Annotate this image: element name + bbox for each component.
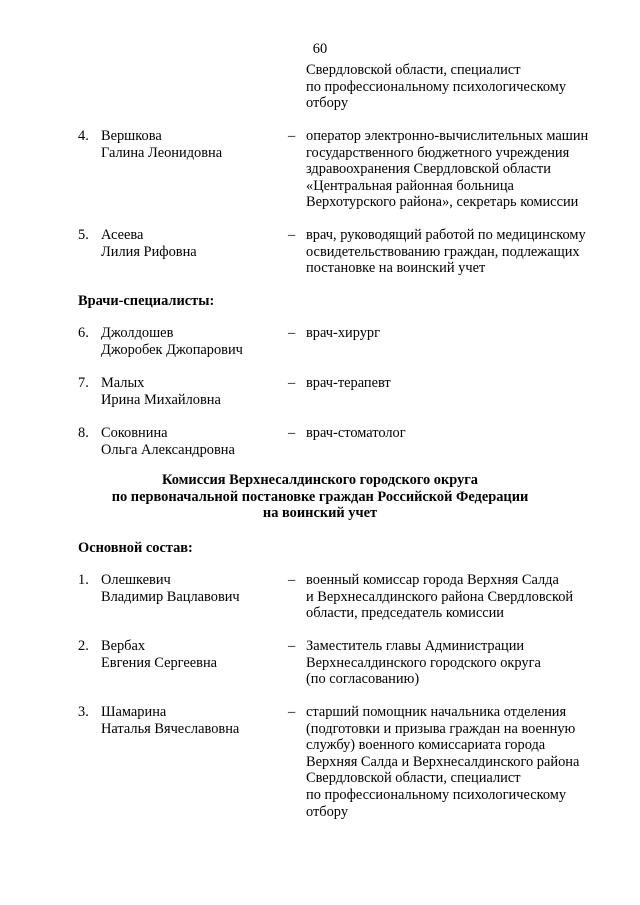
role-line: здравоохранения Свердловской области xyxy=(306,161,551,178)
continuation-line: по профессиональному психологическому xyxy=(306,78,567,95)
surname: Джолдошев xyxy=(101,325,174,341)
member-role xyxy=(306,325,380,342)
role-line: врач-хирург xyxy=(306,325,381,341)
entry-number: 3. xyxy=(78,704,89,720)
dash-separator: – xyxy=(288,425,296,441)
given-names: Ольга Александровна xyxy=(101,441,235,458)
member-role xyxy=(306,227,586,277)
member-entry xyxy=(0,638,640,698)
member-name xyxy=(101,638,217,671)
role-line: и Верхнесалдинского района Свердловской xyxy=(306,588,574,605)
continuation-line: отбору xyxy=(306,95,349,112)
member-name xyxy=(101,227,197,260)
commission-title-line: Комиссия Верхнесалдинского городского округа xyxy=(161,472,478,488)
page-number: 60 xyxy=(312,41,328,57)
surname: Малых xyxy=(101,375,145,391)
given-names: Владимир Вацлавович xyxy=(101,588,240,605)
member-role xyxy=(306,638,541,688)
member-entry xyxy=(0,704,640,824)
role-line: врач-терапевт xyxy=(306,375,391,391)
surname: Олешкевич xyxy=(101,572,171,588)
role-line: по профессиональному психологическому xyxy=(306,786,567,803)
role-line: области, председатель комиссии xyxy=(306,605,504,622)
entry-number: 7. xyxy=(78,375,89,391)
dash-separator: – xyxy=(288,128,296,144)
commission-title-line: по первоначальной постановке граждан Российской Федерации xyxy=(111,488,529,505)
given-names: Лилия Рифовна xyxy=(101,243,197,260)
member-entry xyxy=(0,227,640,287)
given-names: Галина Леонидовна xyxy=(101,144,223,161)
role-line: «Центральная районная больница xyxy=(306,177,514,194)
member-name xyxy=(101,128,222,161)
surname: Вербах xyxy=(101,638,146,654)
role-line: службу) военного комиссариата города xyxy=(306,737,546,754)
entry-number: 6. xyxy=(78,325,89,341)
given-names: Евгения Сергеевна xyxy=(101,654,218,671)
dash-separator: – xyxy=(288,375,296,391)
member-name xyxy=(101,375,221,408)
entry-number: 5. xyxy=(78,227,89,243)
role-line: Верхнесалдинского городского округа xyxy=(306,654,541,671)
role-line: постановке на воинский учет xyxy=(306,260,486,277)
continuation-line: Свердловской области, специалист xyxy=(306,62,521,78)
surname: Асеева xyxy=(101,227,144,243)
given-names: Наталья Вячеславовна xyxy=(101,720,240,737)
member-entry xyxy=(0,572,640,632)
role-line: Верхотурского района», секретарь комиссии xyxy=(306,194,579,211)
entry-number: 1. xyxy=(78,572,89,588)
role-line: военный комиссар города Верхняя Салда xyxy=(306,572,559,588)
surname: Вершкова xyxy=(101,128,162,144)
surname: Шамарина xyxy=(101,704,167,720)
member-role xyxy=(306,128,588,211)
member-role xyxy=(306,572,573,622)
surname: Соковнина xyxy=(101,425,168,441)
given-names: Ирина Михайловна xyxy=(101,391,221,408)
entry-number: 8. xyxy=(78,425,89,441)
entry-number: 4. xyxy=(78,128,89,144)
member-role xyxy=(306,704,579,820)
dash-separator: – xyxy=(288,227,296,243)
role-line: (подготовки и призыва граждан на военную xyxy=(306,720,576,737)
role-line: государственного бюджетного учреждения xyxy=(306,144,570,161)
member-role xyxy=(306,375,391,392)
role-line: Свердловской области, специалист xyxy=(306,770,521,787)
dash-separator: – xyxy=(288,704,296,720)
role-line: Верхняя Салда и Верхнесалдинского района xyxy=(306,753,580,770)
member-name xyxy=(101,325,243,358)
member-name xyxy=(101,572,240,605)
given-names: Джоробек Джопарович xyxy=(101,341,243,358)
member-name xyxy=(101,425,235,458)
commission-title xyxy=(0,472,640,522)
main-composition-heading: Основной состав: xyxy=(78,540,193,556)
role-line: Заместитель главы Администрации xyxy=(306,638,525,654)
entry-number: 2. xyxy=(78,638,89,654)
member-role xyxy=(306,425,406,442)
role-line: врач-стоматолог xyxy=(306,425,406,441)
member-entry xyxy=(0,128,640,211)
role-line: отбору xyxy=(306,803,349,820)
member-name xyxy=(101,704,239,737)
dash-separator: – xyxy=(288,572,296,588)
role-line: врач, руководящий работой по медицинскому xyxy=(306,227,586,243)
role-line: освидетельствованию граждан, подлежащих xyxy=(306,243,580,260)
continuation-text xyxy=(306,62,566,112)
doctors-heading: Врачи-специалисты: xyxy=(78,293,215,309)
role-line: оператор электронно-вычислительных машин xyxy=(306,128,589,144)
dash-separator: – xyxy=(288,325,296,341)
commission-title-line: на воинский учет xyxy=(262,505,378,522)
role-line: (по согласованию) xyxy=(306,671,420,688)
role-line: старший помощник начальника отделения xyxy=(306,704,567,720)
dash-separator: – xyxy=(288,638,296,654)
